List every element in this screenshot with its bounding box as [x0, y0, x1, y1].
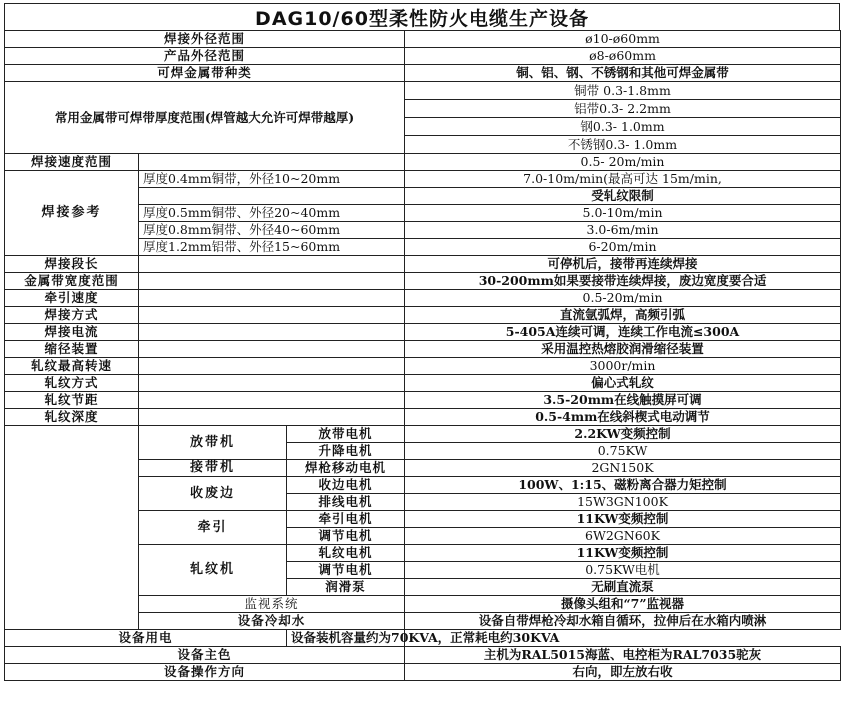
spec-value: 3000r/min — [405, 358, 841, 375]
motor-name: 调节电机 — [287, 562, 405, 579]
table-row — [5, 31, 841, 48]
spec-value: 设备装机容量约为70KVA，正常耗电约30KVA — [287, 630, 405, 647]
motors-blank — [5, 426, 139, 630]
spec-value: 7.0-10m/min(最高可达 15m/min, — [405, 171, 841, 188]
reference-condition: 厚度1.2mm铝带、外径15~60mm — [139, 239, 405, 256]
spec-label: 焊接方式 — [5, 307, 139, 324]
motor-value: 11KW变频控制 — [405, 545, 841, 562]
spec-value: 钢0.3- 1.0mm — [405, 118, 841, 136]
spec-value: 3.0-6m/min — [405, 222, 841, 239]
motor-value: 2.2KW变频控制 — [405, 426, 841, 443]
reference-condition: 厚度0.5mm铜带、外径20~40mm — [139, 205, 405, 222]
table-row — [5, 409, 841, 426]
motor-value: 11KW变频控制 — [405, 511, 841, 528]
spec-value: 不锈钢0.3- 1.0mm — [405, 136, 841, 154]
table-row — [5, 307, 841, 324]
table-row — [5, 630, 841, 647]
spec-label: 焊接外径范围 — [5, 31, 405, 48]
spec-label: 设备操作方向 — [5, 664, 405, 681]
spec-label: 设备主色 — [5, 647, 405, 664]
motor-group: 轧纹机 — [139, 545, 287, 596]
motor-group: 接带机 — [139, 460, 287, 477]
spec-label: 牵引速度 — [5, 290, 139, 307]
motor-value: 2GN150K — [405, 460, 841, 477]
spec-label: 产品外径范围 — [5, 48, 405, 65]
motor-value: 15W3GN100K — [405, 494, 841, 511]
spec-value: 铜、铝、钢、不锈钢和其他可焊金属带 — [405, 65, 841, 82]
spec-label: 设备用电 — [5, 630, 287, 647]
spec-value: 偏心式轧纹 — [405, 375, 841, 392]
motor-name: 牵引电机 — [287, 511, 405, 528]
table-row — [5, 341, 841, 358]
motor-group: 收废边 — [139, 477, 287, 511]
spec-value: 摄像头组和“7”监视器 — [405, 596, 841, 613]
spec-value: 30-200mm如果要接带连续焊接，废边宽度要合适 — [405, 273, 841, 290]
spec-label: 轧纹深度 — [5, 409, 139, 426]
table-row — [5, 375, 841, 392]
spec-value: 6-20m/min — [405, 239, 841, 256]
table-row — [5, 82, 841, 100]
thickness-label: 常用金属带可焊带厚度范围(焊管越大允许可焊带越厚) — [5, 82, 405, 154]
spec-value: 可停机后，接带再连续焊接 — [405, 256, 841, 273]
spec-label: 缩径装置 — [5, 341, 139, 358]
motor-name: 轧纹电机 — [287, 545, 405, 562]
table-row — [5, 65, 841, 82]
motor-value: 无刷直流泵 — [405, 579, 841, 596]
motor-name: 收边电机 — [287, 477, 405, 494]
table-row — [5, 273, 841, 290]
spec-value: 主机为RAL5015海蓝、电控柜为RAL7035驼灰 — [405, 647, 841, 664]
motor-group: 放带机 — [139, 426, 287, 460]
motor-name: 放带电机 — [287, 426, 405, 443]
spec-label: 轧纹最高转速 — [5, 358, 139, 375]
spec-value: 右向，即左放右收 — [405, 664, 841, 681]
spec-value: 0.5-4mm在线斜楔式电动调节 — [405, 409, 841, 426]
table-row — [5, 426, 841, 443]
motor-group: 牵引 — [139, 511, 287, 545]
table-row — [5, 290, 841, 307]
spec-value: 铜带 0.3-1.8mm — [405, 82, 841, 100]
spec-value: 直流氩弧焊，高频引弧 — [405, 307, 841, 324]
table-row — [5, 48, 841, 65]
sheet-title: DAG10/60型柔性防火电缆生产设备 — [4, 3, 840, 31]
table-row — [5, 171, 841, 188]
motor-value: 0.75KW — [405, 443, 841, 460]
spec-value: 设备自带焊枪冷却水箱自循环，拉伸后在水箱内喷淋 — [405, 613, 841, 630]
spec-value: 受轧纹限制 — [405, 188, 841, 205]
spec-label: 焊接速度范围 — [5, 154, 139, 171]
spec-value: 0.5- 20m/min — [405, 154, 841, 171]
reference-label: 焊接参考 — [5, 171, 139, 256]
spec-value: 0.5-20m/min — [405, 290, 841, 307]
spec-label: 可焊金属带种类 — [5, 65, 405, 82]
table-row — [5, 392, 841, 409]
spec-label: 轧纹方式 — [5, 375, 139, 392]
table-row — [5, 358, 841, 375]
motor-name: 调节电机 — [287, 528, 405, 545]
spec-label: 焊接电流 — [5, 324, 139, 341]
table-row — [5, 256, 841, 273]
spec-value: ø10-ø60mm — [405, 31, 841, 48]
motor-name: 焊枪移动电机 — [287, 460, 405, 477]
motor-value: 6W2GN60K — [405, 528, 841, 545]
motor-value: 100W、1:15、磁粉离合器力矩控制 — [405, 477, 841, 494]
spec-value: 铝带0.3- 2.2mm — [405, 100, 841, 118]
spec-label: 轧纹节距 — [5, 392, 139, 409]
table-row — [5, 324, 841, 341]
table-row — [5, 647, 841, 664]
reference-condition: 厚度0.4mm铜带，外径10~20mm — [139, 171, 405, 188]
motor-name: 排线电机 — [287, 494, 405, 511]
table-row — [5, 154, 841, 171]
spec-value: 3.5-20mm在线触摸屏可调 — [405, 392, 841, 409]
spec-label: 监视系统 — [139, 596, 405, 613]
table-row — [5, 664, 841, 681]
spec-value: 5-405A连续可调，连续工作电流≤300A — [405, 324, 841, 341]
spec-value: 采用温控热熔胶润滑缩径装置 — [405, 341, 841, 358]
reference-condition: 厚度0.8mm铜带、外径40~60mm — [139, 222, 405, 239]
spec-table — [4, 30, 841, 681]
spec-sheet — [4, 3, 840, 711]
motor-name: 升降电机 — [287, 443, 405, 460]
motor-value: 0.75KW电机 — [405, 562, 841, 579]
motor-name: 润滑泵 — [287, 579, 405, 596]
spec-label: 金属带宽度范围 — [5, 273, 139, 290]
spec-label: 设备冷却水 — [139, 613, 405, 630]
spec-value: 5.0-10m/min — [405, 205, 841, 222]
spec-label: 焊接段长 — [5, 256, 139, 273]
spec-value: ø8-ø60mm — [405, 48, 841, 65]
